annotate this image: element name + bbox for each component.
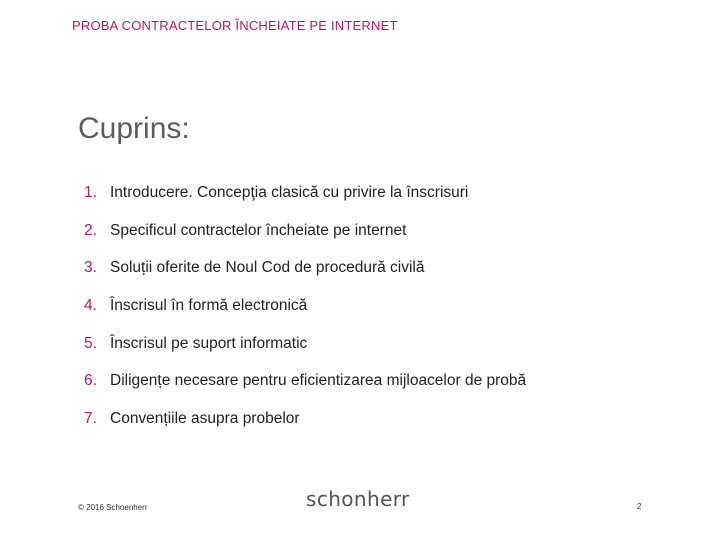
toc-item-number: 7.	[84, 410, 97, 428]
toc-item-number: 3.	[84, 259, 97, 277]
toc-item	[84, 184, 526, 222]
toc-item-text: Introducere. Concepţia clasică cu privire la înscrisuri	[110, 184, 469, 201]
toc-item-number: 6.	[84, 372, 97, 390]
toc-item-text: Înscrisul pe suport informatic	[110, 334, 308, 352]
toc-item-text: Specificul contractelor încheiate pe internet	[110, 221, 407, 239]
toc-item-text: Soluții oferite de Noul Cod de procedură civilă	[110, 259, 425, 277]
toc-item	[84, 335, 526, 373]
toc-item-number: 4.	[84, 297, 97, 315]
slide-header: PROBA CONTRACTELOR ÎNCHEIATE PE INTERNET	[72, 18, 398, 33]
toc-item-number: 1.	[84, 184, 97, 201]
page-number: 2	[637, 502, 642, 511]
toc-item	[84, 297, 526, 335]
table-of-contents	[84, 184, 526, 448]
toc-item-number: 2.	[84, 221, 97, 239]
company-logo: schonherr	[306, 487, 410, 511]
copyright-text: © 2016 Schoenherr	[78, 503, 148, 512]
toc-item	[84, 372, 526, 410]
toc-item	[84, 259, 526, 297]
toc-item	[84, 410, 526, 448]
toc-item-number: 5.	[84, 334, 97, 352]
toc-item	[84, 222, 526, 260]
slide-title: Cuprins:	[78, 112, 190, 145]
toc-item-text: Diligențe necesare pentru eficientizarea mijloacelor de probă	[110, 372, 527, 390]
toc-item-text: Înscrisul în formă electronică	[110, 297, 308, 315]
toc-item-text: Convențiile asupra probelor	[110, 410, 300, 428]
